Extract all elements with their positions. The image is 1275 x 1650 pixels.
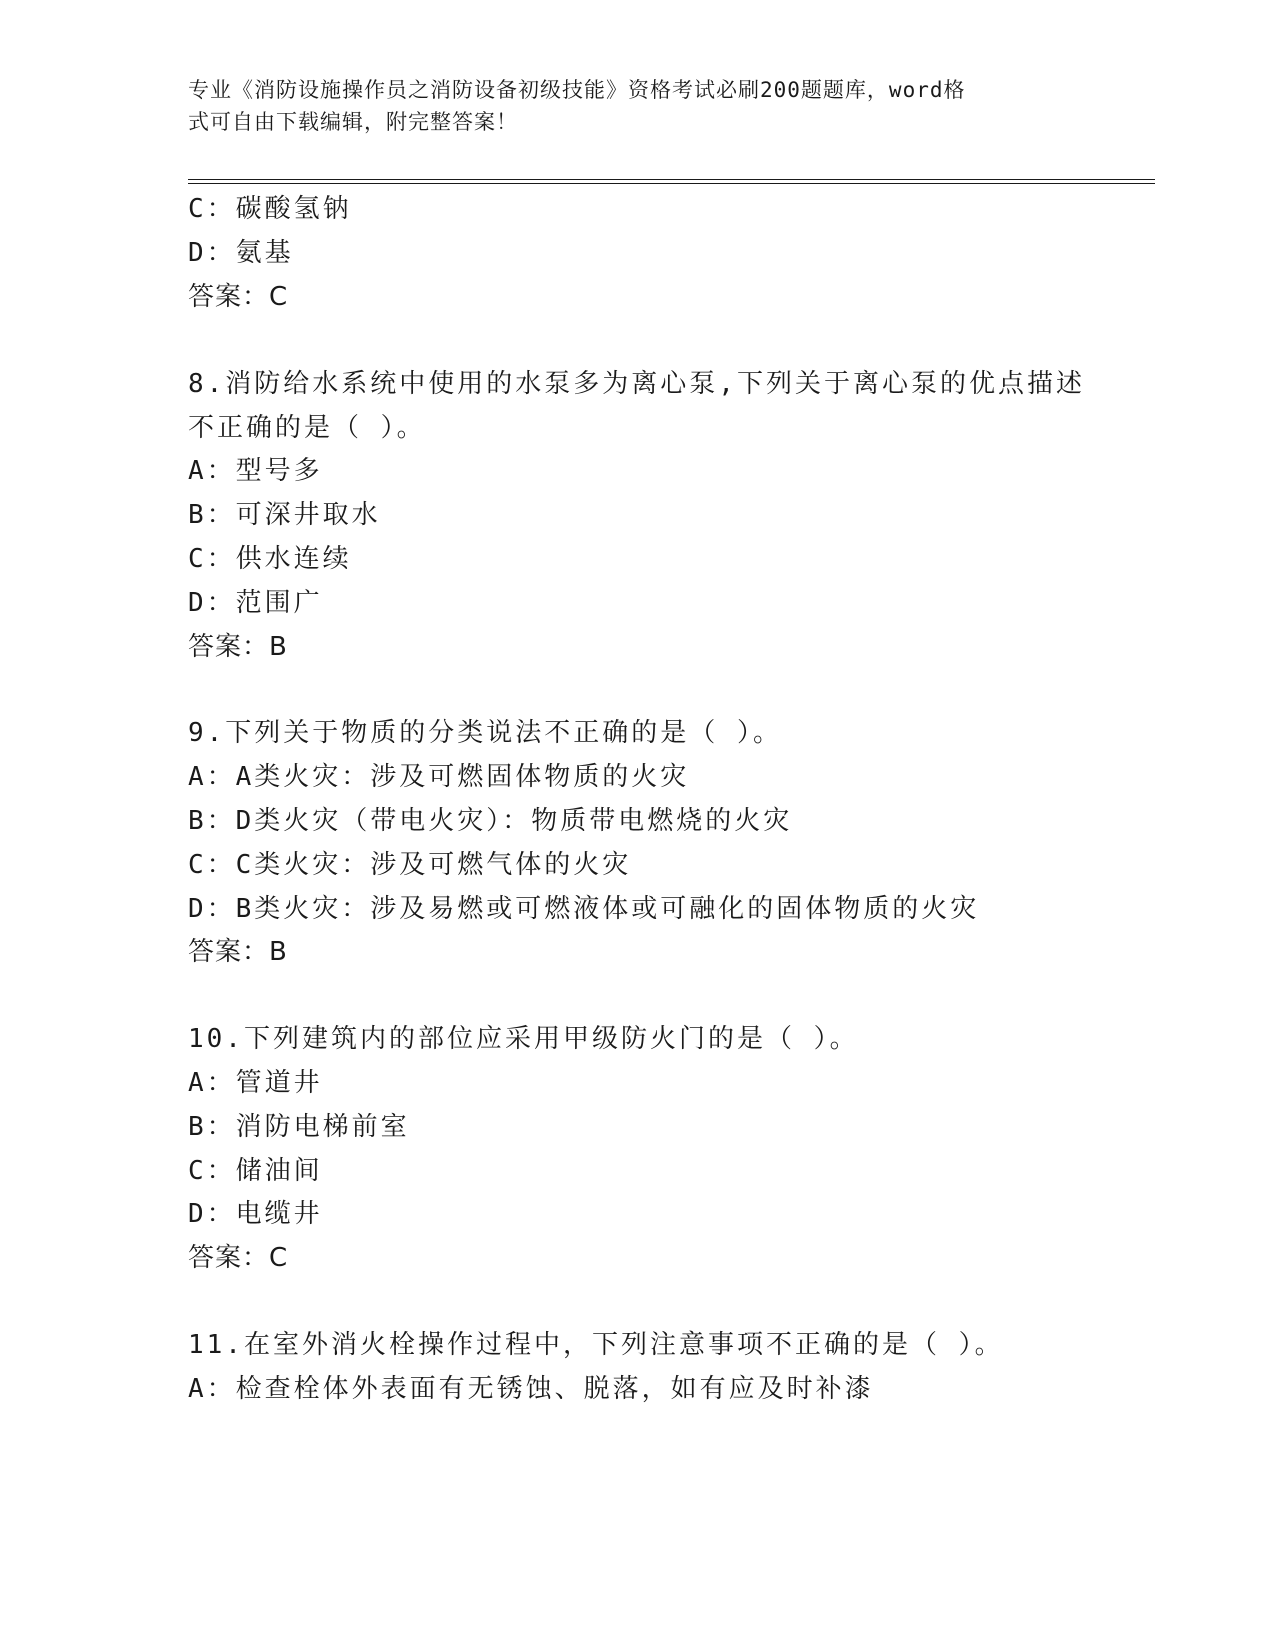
q11-text-line-1: 11.在室外消火栓操作过程中，下列注意事项不正确的是（ ）。	[188, 1330, 1004, 1360]
q9-text-line-1: 9.下列关于物质的分类说法不正确的是（ ）。	[188, 718, 782, 748]
q11-option-a: A：检查栓体外表面有无锈蚀、脱落，如有应及时补漆	[188, 1374, 874, 1404]
q10-answer: 答案：C	[188, 1243, 289, 1273]
q8-option-c: C：供水连续	[188, 544, 352, 574]
q10-option-a: A：管道井	[188, 1068, 323, 1098]
q8-text-line-1: 8.消防给水系统中使用的水泵多为离心泵,下列关于离心泵的优点描述	[188, 369, 1085, 399]
q10-option-c: C：储油间	[188, 1156, 323, 1186]
prev-answer: 答案：C	[188, 282, 289, 312]
q10-text-line-1: 10.下列建筑内的部位应采用甲级防火门的是（ ）。	[188, 1024, 859, 1054]
q9-option-b: B：D类火灾（带电火灾）：物质带电燃烧的火灾	[188, 806, 793, 836]
header-rule-bottom	[188, 183, 1155, 184]
q9-option-d: D：B类火灾：涉及易燃或可燃液体或可融化的固体物质的火灾	[188, 894, 980, 924]
q8-option-b: B：可深井取水	[188, 500, 381, 530]
header-rule-top	[188, 179, 1155, 180]
q8-text-line-2: 不正确的是（ ）。	[188, 413, 426, 443]
prev-option-c: C：碳酸氢钠	[188, 194, 352, 224]
q9-option-c: C：C类火灾：涉及可燃气体的火灾	[188, 850, 632, 880]
q8-answer: 答案：B	[188, 632, 288, 662]
prev-option-d: D：氨基	[188, 238, 294, 268]
q8-option-a: A：型号多	[188, 456, 323, 486]
q9-answer: 答案：B	[188, 937, 288, 967]
q9-option-a: A：A类火灾：涉及可燃固体物质的火灾	[188, 762, 690, 792]
q8-option-d: D：范围广	[188, 588, 323, 618]
header-line-2: 式可自由下载编辑，附完整答案！	[188, 110, 518, 134]
header-line-1: 专业《消防设施操作员之消防设备初级技能》资格考试必刷200题题库，word格	[188, 78, 966, 102]
q10-option-d: D：电缆井	[188, 1199, 323, 1229]
document-header	[188, 74, 1068, 138]
q10-option-b: B：消防电梯前室	[188, 1112, 410, 1142]
